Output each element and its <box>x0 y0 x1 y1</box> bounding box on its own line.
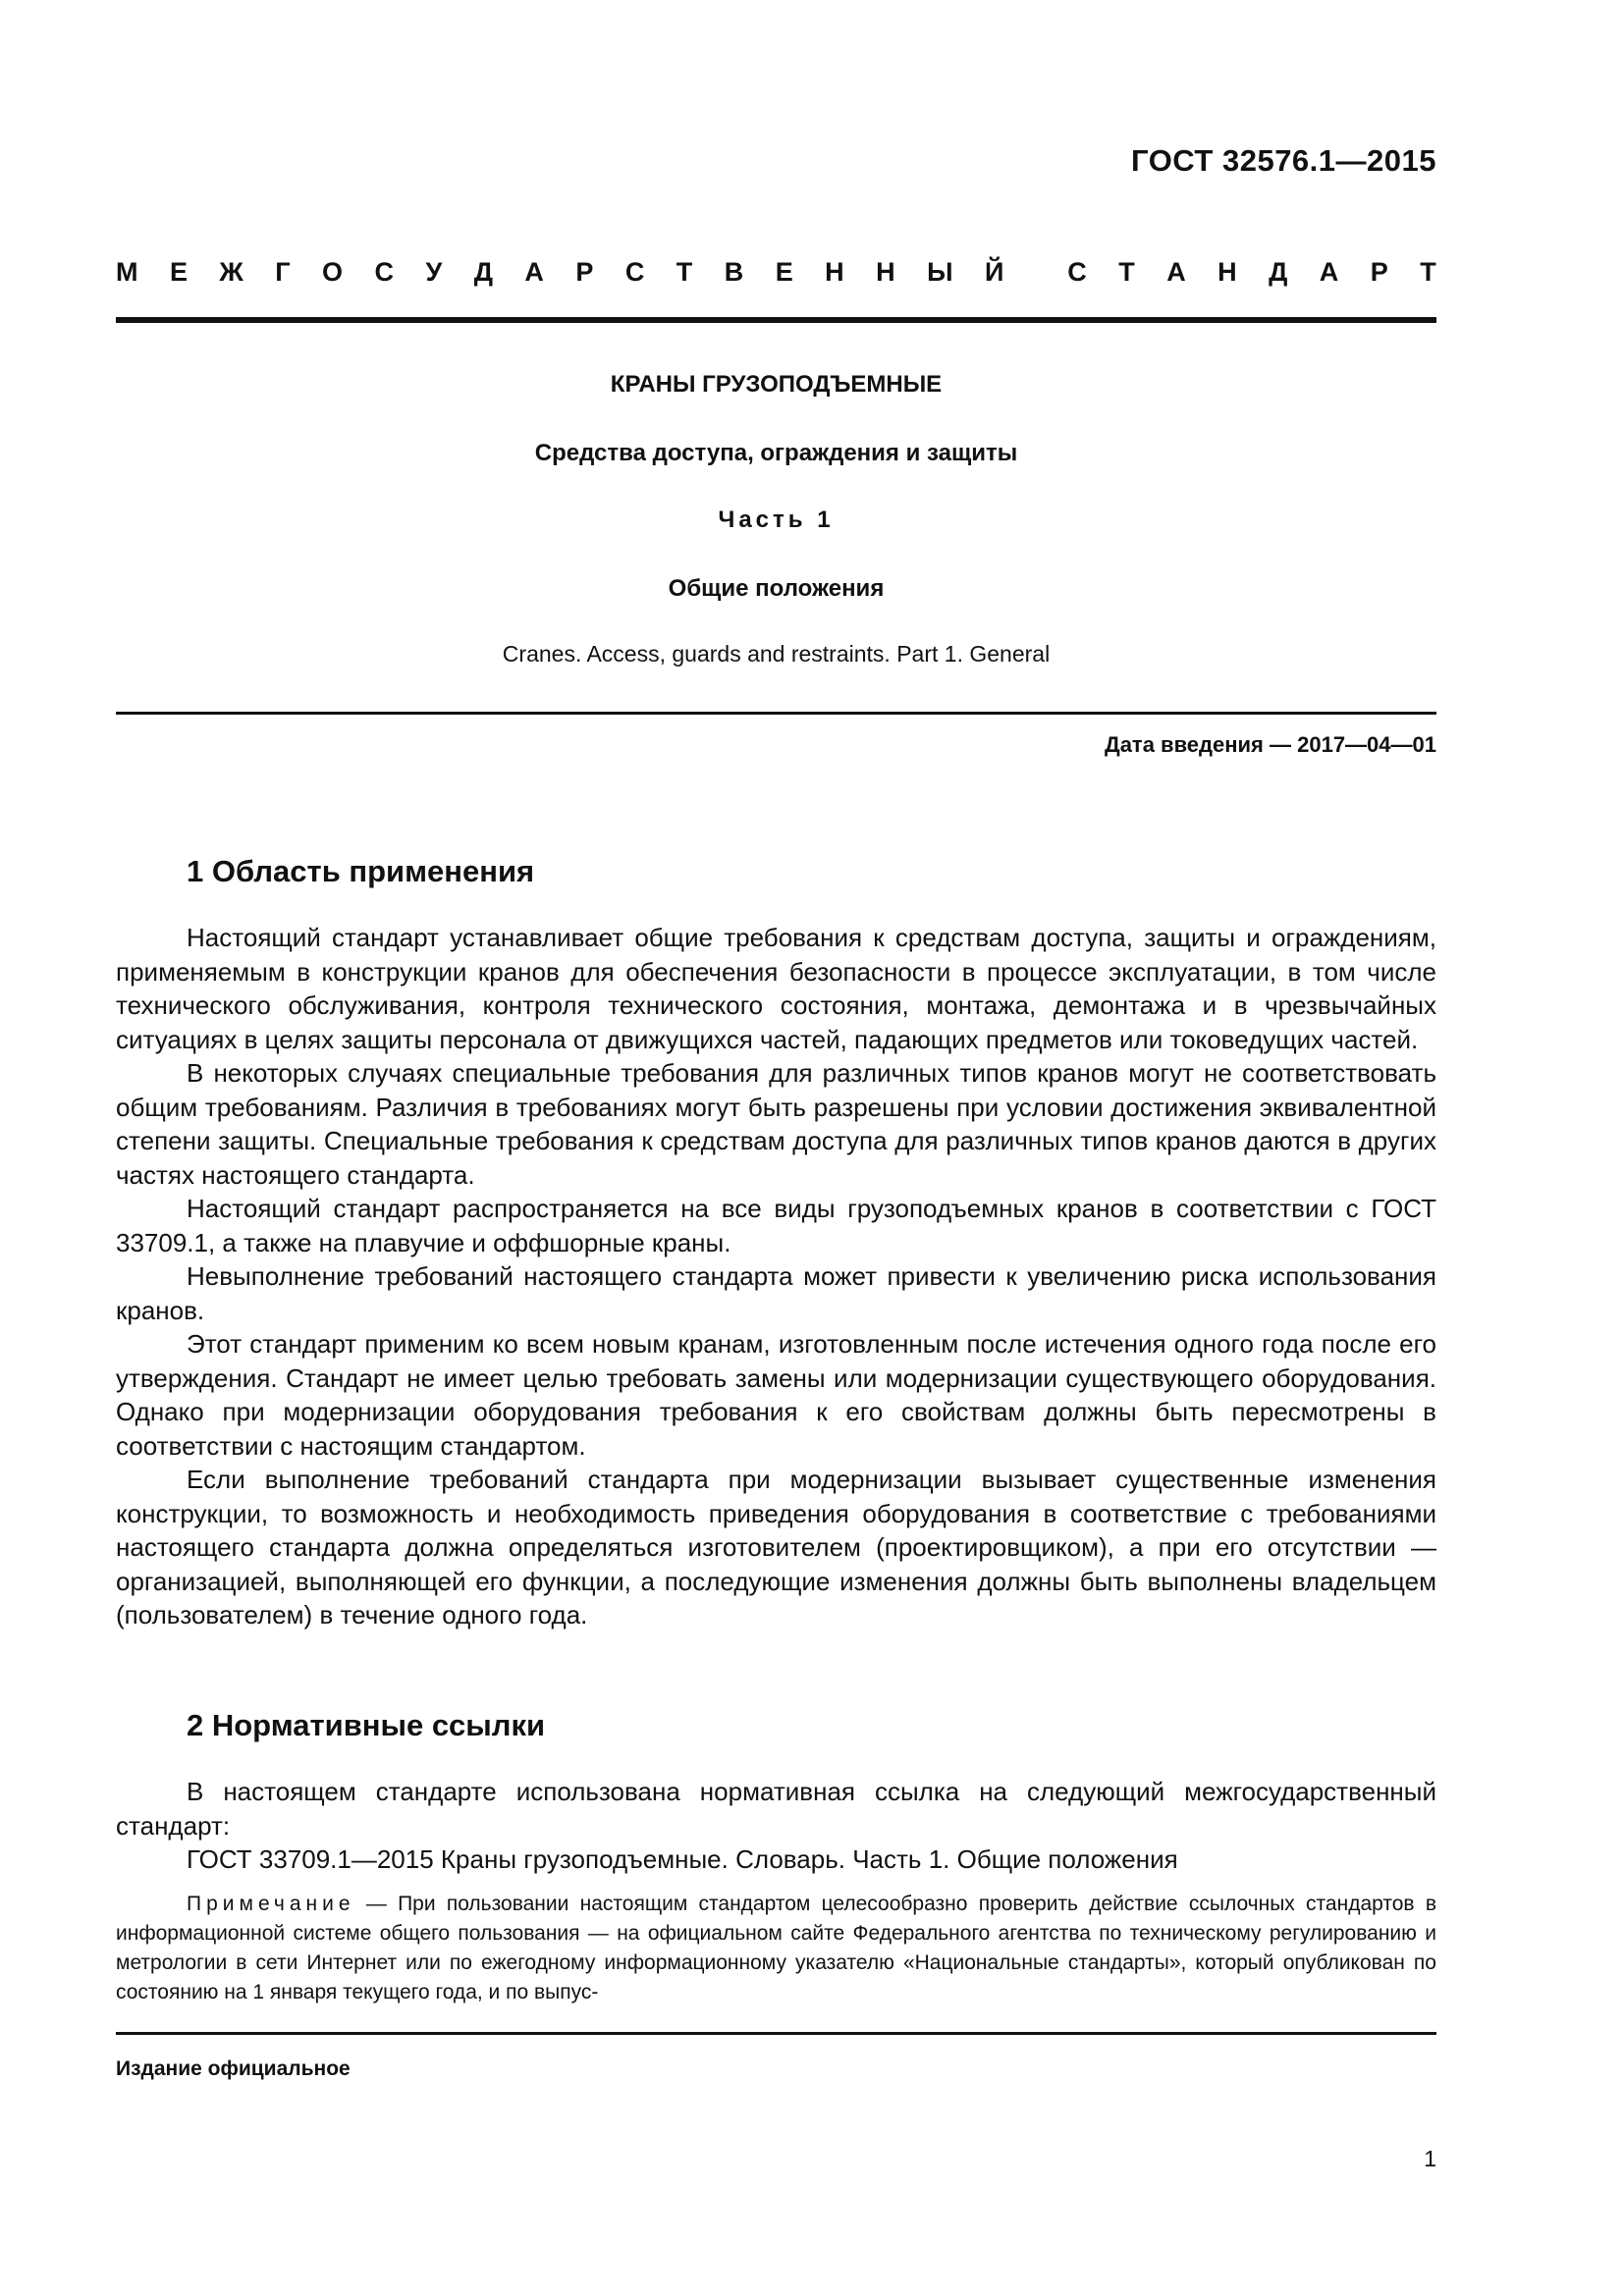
banner-letter: Д <box>1269 257 1288 287</box>
part-number: Часть 1 <box>718 507 835 533</box>
reference-entry: ГОСТ 33709.1—2015 Краны грузоподъемные. Словарь. Часть 1. Общие положения <box>187 1844 1178 1874</box>
note-text: — При пользовании настоящим стандартом целесообразно проверить действие ссылочных стандартов в информационной системе общего пользования — на официальном сайте Федерального агентства по техническому регулированию и метрологии в сети Интернет или по ежегодному информационному указателю «Национальные стандарты», который опубликован по состоянию на 1 января текущего года, и по выпус- <box>116 1893 1436 2003</box>
banner-letter: Г <box>275 257 291 287</box>
note-label: Примечание <box>187 1893 355 1915</box>
section-heading-references: 2 Нормативные ссылки <box>187 1708 546 1742</box>
gost-number: ГОСТ 32576.1—2015 <box>1131 143 1436 178</box>
banner-letter: Н <box>876 257 895 287</box>
paragraph: В некоторых случаях специальные требования для различных типов кранов могут не соответствовать общим требованиям. Различия в требованиях могут быть разрешены при условии достижения эквивалентной степени защиты. Специальные требования к средствам доступа для различных типов кранов даются в других частях настоящего стандарта. <box>116 1058 1436 1190</box>
english-title: Cranes. Access, guards and restraints. Part 1. General <box>502 641 1051 667</box>
banner-letter: С <box>624 257 645 287</box>
note <box>116 1890 1436 2007</box>
banner-letter: С <box>374 257 395 287</box>
section-body-references <box>116 1775 1436 1877</box>
banner-letter: Т <box>676 257 693 287</box>
paragraph: Настоящий стандарт распространяется на все виды грузоподъемных кранов в соответствии с ГОСТ 33709.1, а также на плавучие и оффшорные краны. <box>116 1194 1436 1257</box>
banner-letter: М <box>116 257 138 287</box>
section-heading-scope: 1 Область применения <box>187 854 535 888</box>
banner-letter: Н <box>825 257 844 287</box>
banner-letter: Ж <box>219 257 243 287</box>
banner-letter: Д <box>473 257 493 287</box>
banner-letter: Р <box>575 257 594 287</box>
introduction-date: Дата введения — 2017—04—01 <box>1105 732 1436 757</box>
paragraph: Если выполнение требований стандарта при модернизации вызывает существенные изменения конструкции, то возможность и необходимость приведения оборудования в соответствие с требованиями настоящего стандарта должна определяться изготовителем (проектировщиком), а при его отсутствии — организацией, выполняющей его функции, а последующие изменения должны быть выполнены владельцем (пользователем) в течение одного года. <box>116 1465 1436 1629</box>
footer-divider <box>116 2032 1436 2035</box>
banner-letter: В <box>724 257 744 287</box>
banner-letter: А <box>524 257 544 287</box>
page-number: 1 <box>1424 2146 1436 2171</box>
banner-letter: Р <box>1370 257 1388 287</box>
banner-letter: С <box>1067 257 1087 287</box>
banner-letter: Е <box>775 257 793 287</box>
interstate-standard-banner <box>116 257 1436 288</box>
paragraph: Этот стандарт применим ко всем новым кранам, изготовленным после истечения одного года после его утверждения. Стандарт не имеет целью требовать замены или модернизации существующего оборудования. Однако при модернизации оборудования требования к его свойствам должны быть пересмотрены в соответствии с настоящим стандартом. <box>116 1329 1436 1461</box>
banner-letter: А <box>1166 257 1186 287</box>
header-divider <box>116 317 1436 323</box>
banner-letter: Т <box>1118 257 1135 287</box>
document-subtitle: Средства доступа, ограждения и защиты <box>534 440 1018 466</box>
banner-letter: А <box>1319 257 1339 287</box>
paragraph: В настоящем стандарте использована нормативная ссылка на следующий межгосударственный стандарт: <box>116 1777 1436 1841</box>
banner-letter: Е <box>169 257 188 287</box>
banner-letter: У <box>425 257 443 287</box>
paragraph: Невыполнение требований настоящего стандарта может привести к увеличению риска использования кранов. <box>116 1261 1436 1325</box>
banner-letter: Й <box>984 257 1004 287</box>
part-title: Общие положения <box>668 575 885 602</box>
document-title: КРАНЫ ГРУЗОПОДЪЕМНЫЕ <box>610 371 943 398</box>
banner-letter: О <box>322 257 344 287</box>
title-divider <box>116 712 1436 715</box>
section-body-scope <box>116 921 1436 1632</box>
official-edition-label: Издание официальное <box>116 2057 351 2080</box>
banner-letter: Ы <box>927 257 953 287</box>
paragraph: Настоящий стандарт устанавливает общие требования к средствам доступа, защиты и ограждениям, применяемым в конструкции кранов для обеспечения безопасности в процессе эксплуатации, в том числе технического обслуживания, контроля технического состояния, монтажа, демонтажа и в чрезвычайных ситуациях в целях защиты персонала от движущихся частей, падающих предметов или токоведущих частей. <box>116 923 1436 1054</box>
banner-letter: Н <box>1217 257 1237 287</box>
banner-letter: Т <box>1420 257 1436 287</box>
